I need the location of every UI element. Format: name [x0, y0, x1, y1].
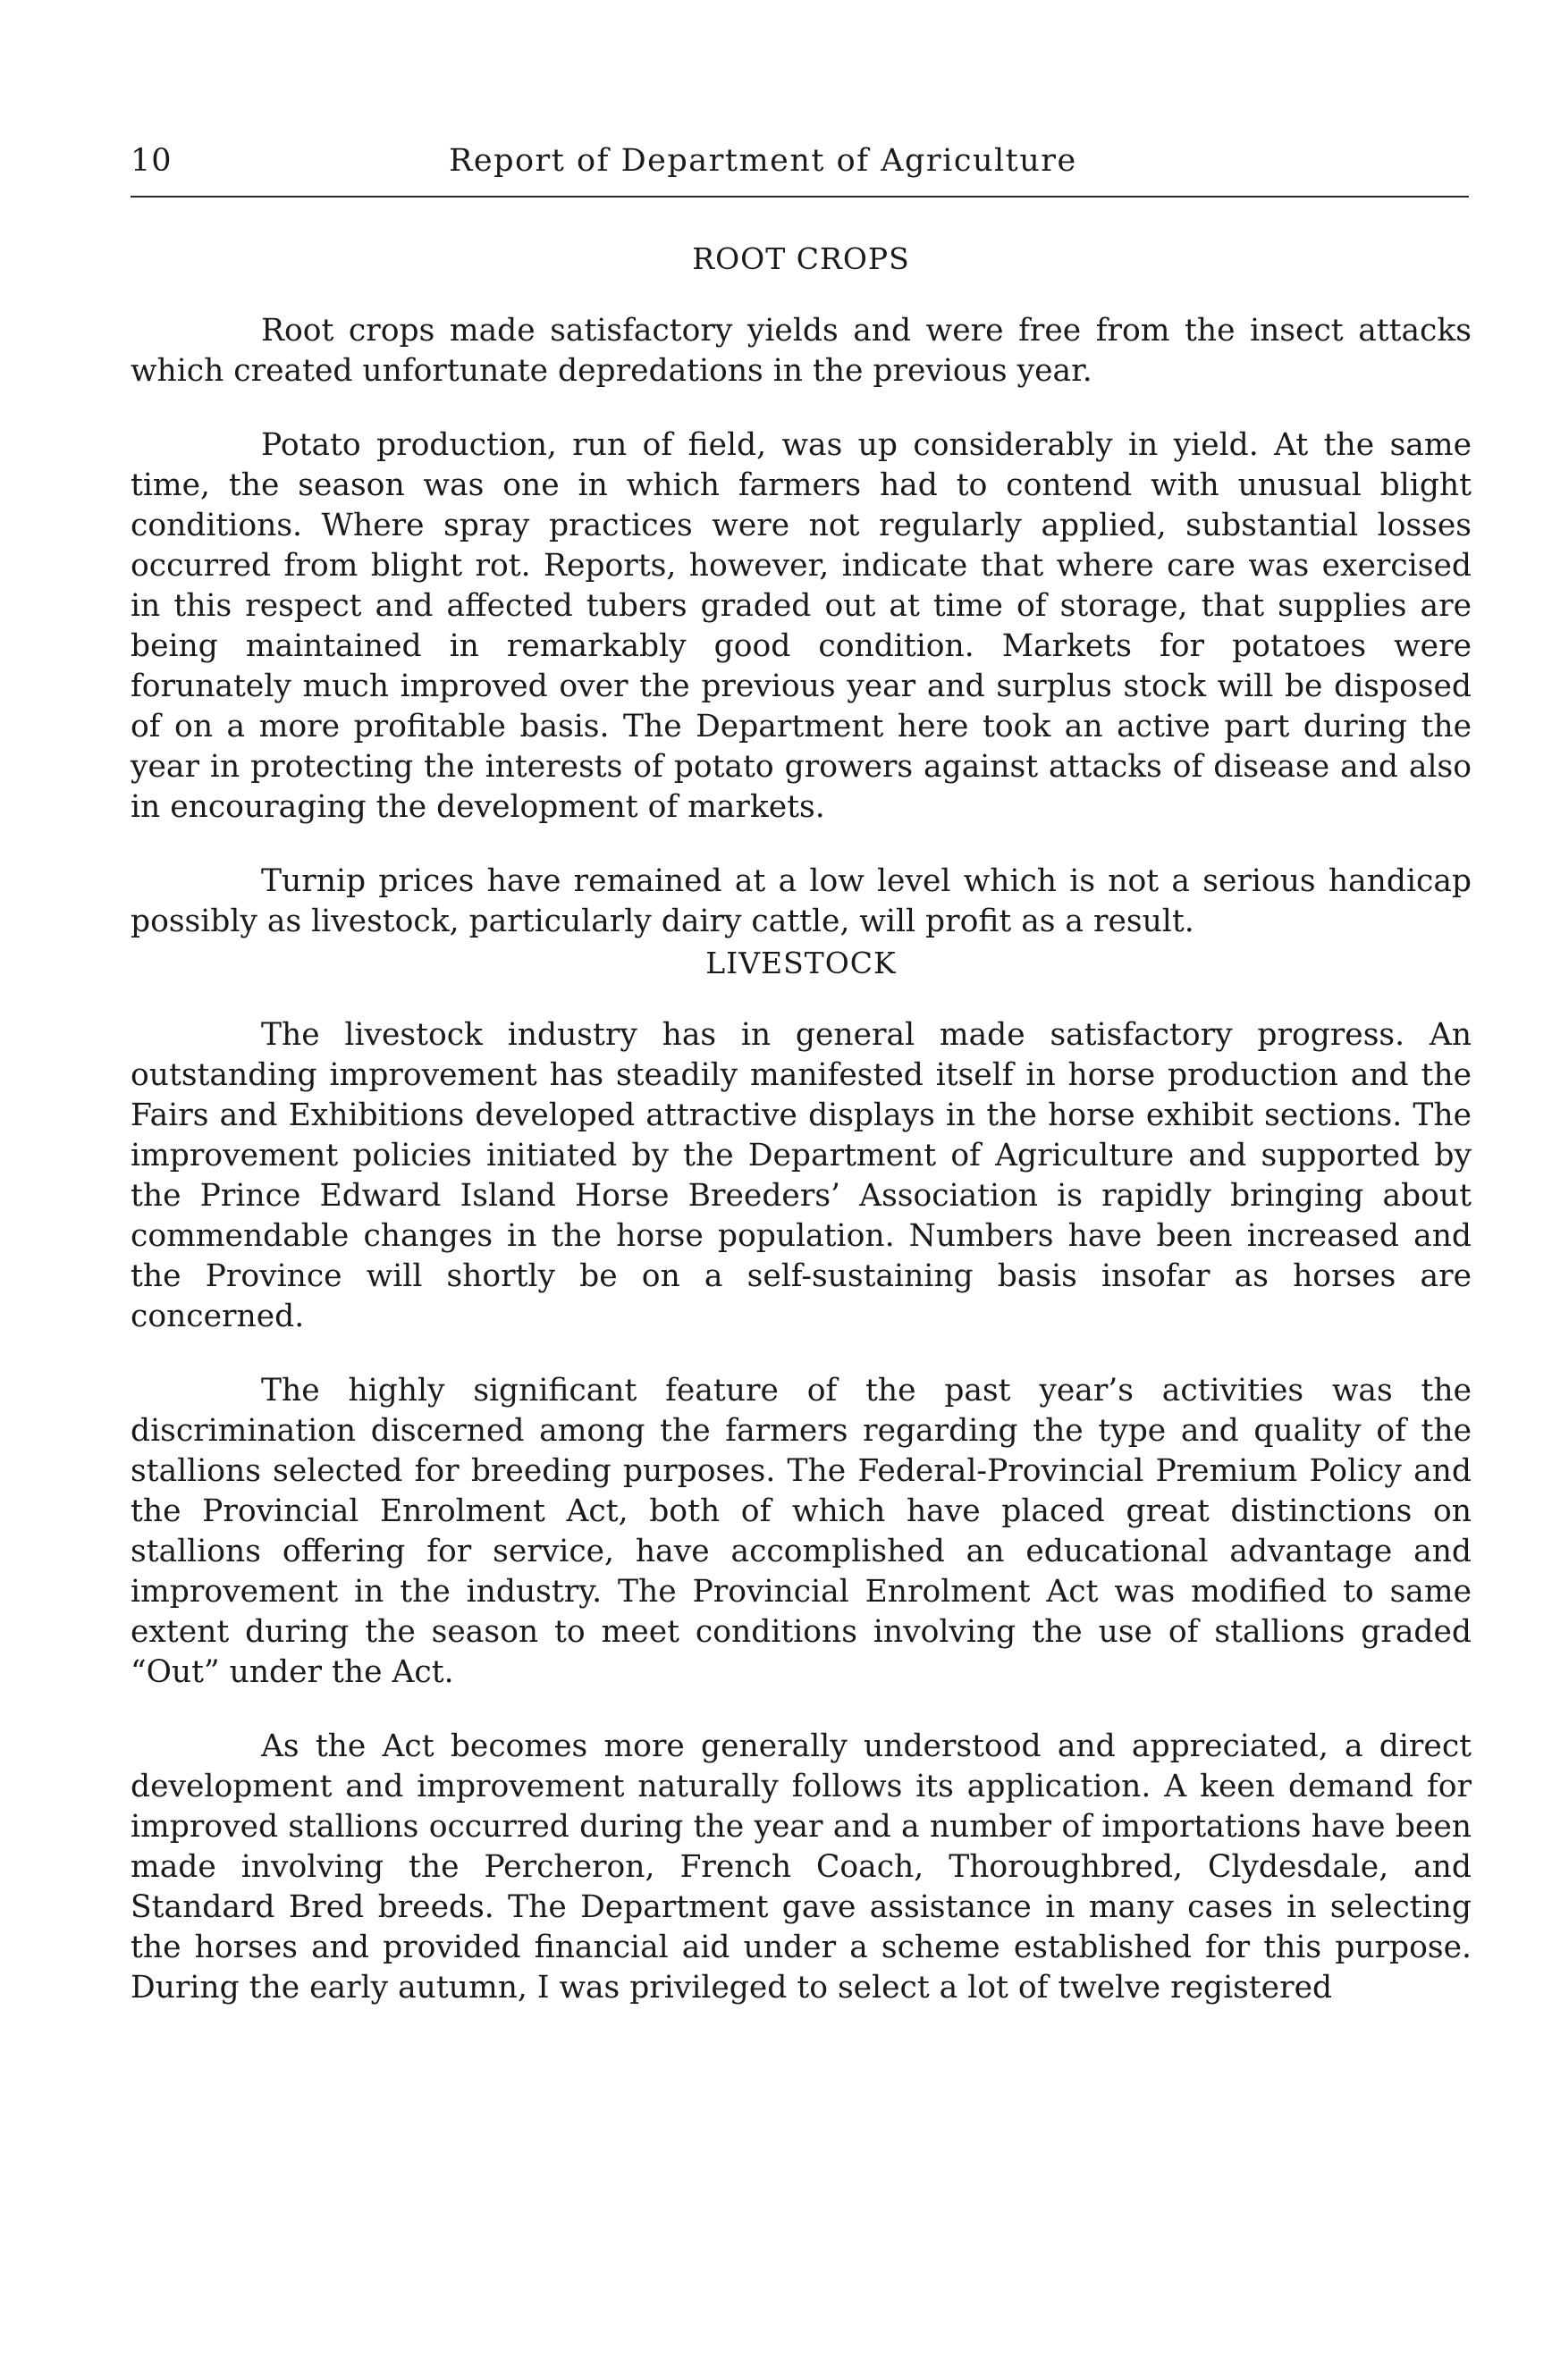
running-title: Report of Department of Agriculture: [449, 143, 1077, 179]
section-heading-livestock: LIVESTOCK: [705, 946, 897, 980]
paragraph: The livestock industry has in general made satisfactory progress. An outstanding improvement has steadily manifested itself in horse production and the Fairs and Exhibitions developed attractive displays in the horse exhibit sections. The improvement policies initiated by the Department of Agriculture and supported by the Prince Edward Island Horse Breeders’ Association is rapidly bringing about commendable changes in the horse population. Numbers have been increased and the Province will shortly be on a self-sustaining basis insofar as horses are concerned.: [131, 1017, 1472, 1334]
section-heading-root-crops: ROOT CROPS: [692, 241, 910, 276]
page-number: 10: [131, 143, 173, 179]
header-divider: [131, 196, 1469, 198]
page-body: [131, 240, 1472, 2008]
paragraph: Root crops made satisfactory yields and were free from the insect attacks which created unfortunate depredations in the previous year.: [131, 313, 1472, 389]
paragraph: Potato production, run of field, was up considerably in yield. At the same time, the season was one in which farmers had to contend with unusual blight conditions. Where spray practices were not regularly applied, substantial losses occurred from blight rot. Reports, however, indicate that where care was exercised in this respect and affected tubers graded out at time of storage, that supplies are being maintained in remarkably good condition. Markets for potatoes were forunately much improved over the previous year and surplus stock will be disposed of on a more profitable basis. The Department here took an active part during the year in protecting the interests of potato growers against attacks of disease and also in encouraging the development of markets.: [131, 427, 1472, 825]
paragraph: The highly significant feature of the past year’s activities was the discrimination discerned among the farmers regarding the type and quality of the stallions selected for breeding purposes. The Federal-Provincial Premium Policy and the Provincial Enrolment Act, both of which have placed great distinctions on stallions offering for service, have accomplished an educational advantage and improvement in the industry. The Provincial Enrolment Act was modified to same extent during the season to meet conditions involving the use of stallions graded “Out” under the Act.: [131, 1373, 1472, 1690]
paragraph: Turnip prices have remained at a low level which is not a serious handicap possibly as livestock, particularly dairy cattle, will profit as a result.: [131, 863, 1472, 939]
running-header: [131, 143, 1472, 193]
paragraph: As the Act becomes more generally understood and appreciated, a direct development and improvement naturally follows its application. A keen demand for improved stallions occurred during the year and a number of importations have been made involving the Percheron, French Coach, Thoroughbred, Clydesdale, and Standard Bred breeds. The Department gave assistance in many cases in selecting the horses and provided financial aid under a scheme established for this purpose. During the early autumn, I was privileged to select a lot of twelve registered: [131, 1728, 1472, 2006]
